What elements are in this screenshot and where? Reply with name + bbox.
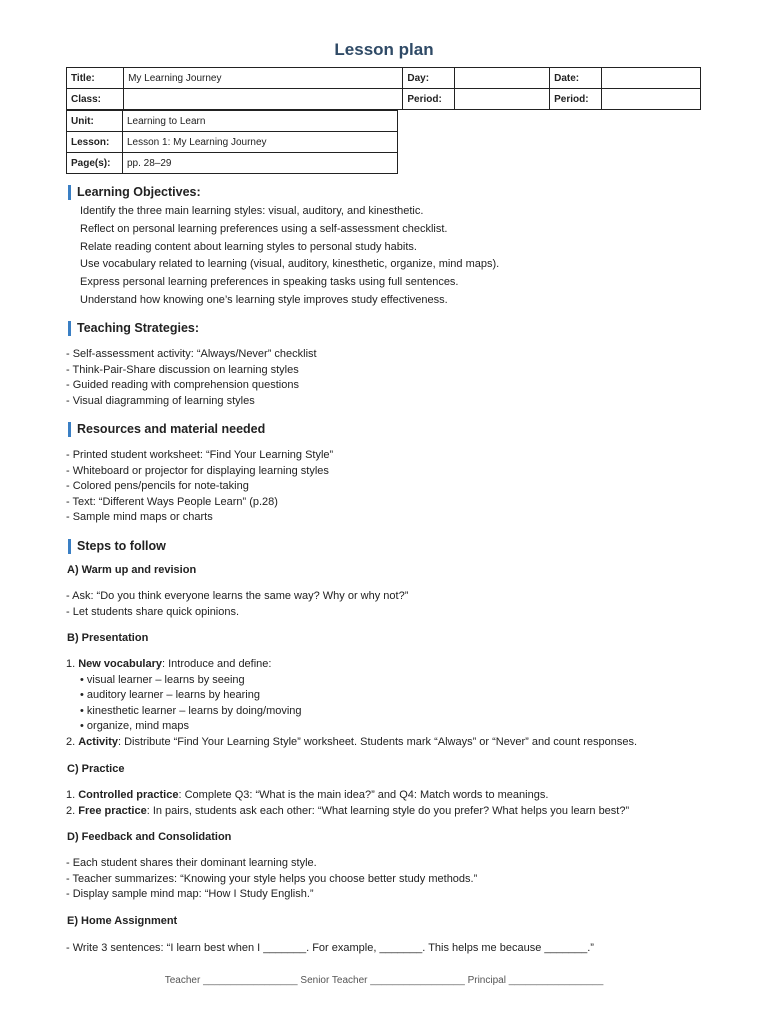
practice-line-2-text: : In pairs, students ask each other: “What learning style do you prefer? What helps you learn best?” xyxy=(146,804,630,817)
page-title: Lesson plan xyxy=(334,40,434,59)
feedback-list xyxy=(66,856,477,903)
presentation-line-2 xyxy=(66,735,637,751)
strategy-item: - Visual diagramming of learning styles xyxy=(66,394,255,407)
list-number: 1. xyxy=(66,658,79,670)
strategy-item: - Self-assessment activity: “Always/Never” checklist xyxy=(66,348,317,360)
steps-heading: Steps to follow xyxy=(68,539,166,554)
presentation-heading: B) Presentation xyxy=(67,632,149,644)
strategy-item: - Think-Pair-Share discussion on learning styles xyxy=(66,363,299,376)
presentation-list xyxy=(66,657,637,751)
resource-item: - Text: “Different Ways People Learn” (p.28) xyxy=(66,495,278,508)
resources-heading: Resources and material needed xyxy=(68,422,265,437)
feedback-item: - Each student shares their dominant learning style. xyxy=(66,857,317,869)
lesson-label: Lesson: xyxy=(67,132,123,153)
signature-line: Teacher _________________ Senior Teacher _________________ Principal _________________ xyxy=(164,975,604,986)
term-activity: Activity xyxy=(78,735,118,748)
lesson-value: Lesson 1: My Learning Journey xyxy=(123,132,398,153)
warmup-heading: A) Warm up and revision xyxy=(67,564,197,576)
class-label: Class: xyxy=(67,89,124,110)
period-label: Period: xyxy=(403,89,455,110)
pages-value: pp. 28–29 xyxy=(123,153,398,174)
feedback-item: - Teacher summarizes: “Knowing your style helps you choose better study methods.” xyxy=(66,872,478,885)
strategies-heading: Teaching Strategies: xyxy=(68,321,199,336)
date-label: Date: xyxy=(550,68,602,89)
vocab-bullet: • auditory learner – learns by hearing xyxy=(80,689,260,702)
practice-list xyxy=(66,788,629,819)
day-label: Day: xyxy=(403,68,455,89)
home-list xyxy=(66,941,594,957)
resource-item: - Whiteboard or projector for displaying learning styles xyxy=(66,464,329,477)
pages-label: Page(s): xyxy=(67,153,123,174)
vocab-bullet: • visual learner – learns by seeing xyxy=(80,673,245,686)
term-free-practice: Free practice xyxy=(78,804,147,817)
period-label-2: Period: xyxy=(550,89,602,110)
objectives-list xyxy=(80,203,499,310)
list-number: 2. xyxy=(66,804,79,817)
practice-line-2 xyxy=(66,804,629,820)
title-value: My Learning Journey xyxy=(124,68,403,89)
title-label: Title: xyxy=(67,68,124,89)
objective-item: Understand how knowing one’s learning style improves study effectiveness. xyxy=(80,293,448,306)
resources-list xyxy=(66,448,333,526)
objective-item: Express personal learning preferences in speaking tasks using full sentences. xyxy=(80,276,459,289)
unit-value: Learning to Learn xyxy=(123,111,398,132)
resource-item: - Printed student worksheet: “Find Your Learning Style” xyxy=(66,449,334,461)
presentation-line-2-text: : Distribute “Find Your Learning Style” worksheet. Students mark “Always” or “Never” and count responses. xyxy=(117,735,638,748)
term-new-vocabulary: New vocabulary xyxy=(78,658,162,670)
warmup-item: - Let students share quick opinions. xyxy=(66,605,240,618)
objective-item: Use vocabulary related to learning (visual, auditory, kinesthetic, organize, mind maps). xyxy=(80,258,500,271)
period-value-2 xyxy=(602,89,701,110)
practice-heading: C) Practice xyxy=(67,763,125,775)
lesson-details-table xyxy=(66,110,398,174)
strategy-item: - Guided reading with comprehension questions xyxy=(66,379,299,392)
term-controlled-practice: Controlled practice xyxy=(78,789,179,801)
day-value xyxy=(455,68,550,89)
list-number: 1. xyxy=(66,789,79,801)
objectives-heading: Learning Objectives: xyxy=(68,185,201,200)
practice-line-1-text: : Complete Q3: “What is the main idea?” and Q4: Match words to meanings. xyxy=(178,789,549,801)
resource-item: - Sample mind maps or charts xyxy=(66,511,213,524)
objective-item: Relate reading content about learning styles to personal study habits. xyxy=(80,240,417,253)
unit-label: Unit: xyxy=(67,111,123,132)
date-value xyxy=(602,68,701,89)
vocab-bullet: • kinesthetic learner – learns by doing/moving xyxy=(80,704,302,717)
warmup-item: - Ask: “Do you think everyone learns the same way? Why or why not?” xyxy=(66,590,409,602)
warmup-list xyxy=(66,589,408,620)
presentation-line-1-text: : Introduce and define: xyxy=(162,658,272,670)
practice-line-1 xyxy=(66,788,629,804)
objective-item: Identify the three main learning styles: visual, auditory, and kinesthetic. xyxy=(80,205,424,217)
resource-item: - Colored pens/pencils for note-taking xyxy=(66,480,249,493)
home-item: - Write 3 sentences: “I learn best when I _______. For example, _______. This helps me because _______.” xyxy=(66,942,594,954)
feedback-heading: D) Feedback and Consolidation xyxy=(67,831,232,843)
list-number: 2. xyxy=(66,735,79,748)
vocab-bullet: • organize, mind maps xyxy=(80,720,190,733)
class-value xyxy=(124,89,403,110)
strategies-list xyxy=(66,347,317,409)
period-value xyxy=(455,89,550,110)
feedback-item: - Display sample mind map: “How I Study English.” xyxy=(66,888,314,901)
objective-item: Reflect on personal learning preferences using a self-assessment checklist. xyxy=(80,222,448,235)
presentation-line-1 xyxy=(66,657,637,673)
lesson-info-table xyxy=(66,67,701,110)
home-heading: E) Home Assignment xyxy=(67,915,178,927)
